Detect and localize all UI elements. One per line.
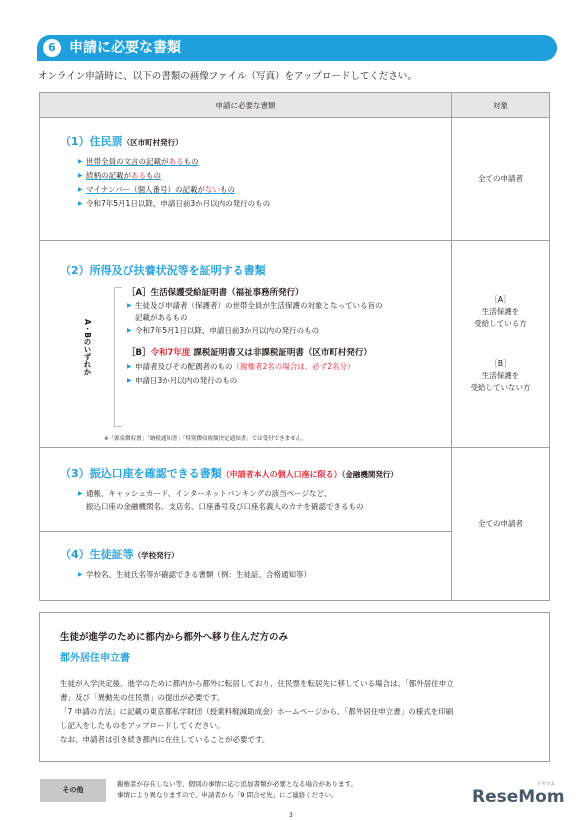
other-text bbox=[117, 779, 357, 801]
sec2-b-b1-red: （親権者2名の場合は、必ず2名分） bbox=[232, 362, 355, 371]
box2-p1-line1: 生徒が入学決定後、進学のために都内から都外に転居しており、住民票を転居先に移している場合は、「都外居住申立 bbox=[60, 679, 454, 688]
box2-subtitle: 都外居住申立書 bbox=[60, 653, 130, 664]
sec1-title-text: （1）住民票 bbox=[60, 135, 123, 148]
other-line2: 事情により異なりますので、申請者から「9 問合せ先」にご連絡ください。 bbox=[117, 791, 338, 799]
list-item bbox=[78, 155, 270, 169]
sec2-a-title-text: ［A］生活保護受給証明書 bbox=[127, 288, 228, 298]
table-row bbox=[40, 448, 550, 532]
sec2-a-title bbox=[127, 287, 383, 300]
box2-p2-line1: 「7 申請の方法」に記載の東京都私学財団（授業料軽減助成金）ホームページから、「都外居住申立書」の様式を印刷 bbox=[60, 707, 454, 716]
sec2-target-b-line1: ［B］ bbox=[490, 359, 511, 368]
resemom-logo: ReseMom bbox=[472, 787, 565, 807]
sec3-cell bbox=[40, 448, 452, 532]
sec3-b1-line1: ▶ 通帳、キャッシュカード、インターネットバンキングの該当ページなど、 bbox=[86, 489, 332, 498]
list-item bbox=[78, 169, 270, 183]
sec34-target: 全ての申請者 bbox=[452, 448, 550, 601]
section-number-badge: 6 bbox=[43, 39, 61, 57]
col-header-documents: 申請に必要な書類 bbox=[40, 93, 452, 118]
sec1-b3-post: もの bbox=[219, 185, 235, 194]
other-label: その他 bbox=[40, 779, 106, 802]
sec2-a-b1-line2: 記載があるもの bbox=[135, 313, 188, 322]
sec4-cell bbox=[40, 532, 452, 601]
sec1-title bbox=[60, 134, 270, 151]
sec2-b-title-red: 令和7年度 bbox=[150, 348, 191, 358]
bracket-line bbox=[114, 287, 122, 427]
logo-kana: リセマム bbox=[537, 782, 555, 787]
sec1-b1-red: ある bbox=[168, 157, 184, 166]
sec1-target: 全ての申請者 bbox=[452, 118, 550, 241]
list-item bbox=[127, 360, 383, 374]
out-of-tokyo-box bbox=[39, 612, 550, 762]
sec2-target-b-line3: 受給していない方 bbox=[470, 383, 531, 392]
sec2-a-title-small: （福祉事務所発行） bbox=[227, 288, 304, 298]
section-header bbox=[37, 35, 557, 61]
list-item: ▶ 申請日3か月以内の発行のもの bbox=[127, 374, 383, 388]
list-item: ▶ 令和7年5月1日以降、申請日前3か月以内の発行のもの bbox=[127, 324, 383, 338]
sec3-title-small: （金融機関発行） bbox=[341, 470, 398, 479]
sec1-b2-red: ある bbox=[131, 171, 146, 180]
sec2-b-b1-pre: 申請者及びその配偶者のもの bbox=[135, 362, 233, 371]
sec4-title-small: （学校発行） bbox=[133, 551, 179, 560]
list-item bbox=[78, 487, 398, 513]
sec1-b1-pre: 世帯全員の文言の記載が bbox=[86, 157, 169, 166]
box2-body bbox=[60, 677, 535, 747]
sec2-target bbox=[452, 241, 550, 448]
table-row bbox=[40, 118, 550, 241]
table-header-row bbox=[40, 93, 550, 118]
sec2-target-a-line2: 生活保護を bbox=[481, 307, 520, 316]
box2-p3: なお、申請者は引き続き都内に在住していることが必要です。 bbox=[60, 735, 270, 744]
sec2-target-a-line1: ［A］ bbox=[490, 295, 511, 304]
list-item bbox=[78, 183, 270, 197]
sec2-title: （2）所得及び扶養状況等を証明する書類 bbox=[60, 264, 266, 277]
sec1-b3-red: ない bbox=[204, 185, 220, 194]
intro-text: オンライン申請時に、以下の書類の画像ファイル（写真）をアップロードしてください。 bbox=[38, 71, 417, 82]
box2-title: 生徒が進学のために都内から都外へ移り住んだ方のみ bbox=[60, 632, 289, 643]
list-item bbox=[127, 300, 383, 324]
sec1-b3-pre: マイナンバー（個人番号）の記載が bbox=[86, 185, 205, 194]
sec2-b-title bbox=[127, 347, 383, 360]
sec1-cell bbox=[40, 118, 452, 241]
sec3-title bbox=[60, 466, 398, 483]
sec4-title-text: （4）生徒証等 bbox=[60, 548, 134, 561]
list-item: ▶ 令和7年5月1日以降、申請日前3か月以内の発行のもの bbox=[78, 197, 270, 211]
table-row bbox=[40, 241, 550, 448]
sec3-title-red: （申請者本人の個人口座に限る） bbox=[221, 470, 342, 479]
documents-table bbox=[39, 92, 550, 601]
section-title: 申請に必要な書類 bbox=[69, 40, 181, 56]
sec3-b1-line2: 振込口座の金融機関名、支店名、口座番号及び口座名義人のカナを確認できるもの bbox=[86, 502, 364, 511]
list-item: ▶ 学校名、生徒氏名等が確認できる書類（例：生徒証、合格通知等） bbox=[78, 568, 311, 582]
sec1-b2-pre: 続柄の記載が bbox=[86, 171, 131, 180]
sec1-b2-post: もの bbox=[146, 171, 161, 180]
sec1-b1-post: もの bbox=[183, 157, 199, 166]
sec2-vertical-label: A・Bのいずれか bbox=[83, 319, 92, 376]
sec2-a-b1-line1: ▶ 生徒及び申請者（保護者）の世帯全員が生活保護の対象となっている旨の bbox=[135, 301, 383, 310]
sec2-target-b-line2: 生活保護を bbox=[481, 371, 520, 380]
col-header-target: 対象 bbox=[452, 93, 550, 118]
sec4-title bbox=[60, 547, 311, 564]
sec2-cell bbox=[40, 241, 452, 448]
sec2-b-title-pre: ［B］ bbox=[127, 348, 151, 358]
page-number: 3 bbox=[289, 812, 293, 819]
box2-p1-line2: 書」及び「異動先の住民票」の提出が必要です。 bbox=[60, 693, 225, 702]
sec1-title-small: （区市町村発行） bbox=[122, 138, 183, 147]
sec2-note: ※「源泉徴収票」「納税通知書」「特別徴収税額決定通知書」では受付できません。 bbox=[104, 436, 307, 442]
box2-p2-line2: し記入をしたものをアップロードしてください。 bbox=[60, 721, 225, 730]
sec2-target-a-line3: 受給している方 bbox=[474, 319, 527, 328]
sec3-title-text: （3）振込口座を確認できる書類 bbox=[60, 467, 222, 480]
sec2-b-title-small: （区市町村発行） bbox=[303, 348, 372, 358]
other-line1: 親権者が存在しない等、個別の事情に応じ追加書類が必要となる場合があります。 bbox=[117, 780, 357, 788]
sec2-b-title-post: 課税証明書又は非課税証明書 bbox=[190, 348, 304, 358]
